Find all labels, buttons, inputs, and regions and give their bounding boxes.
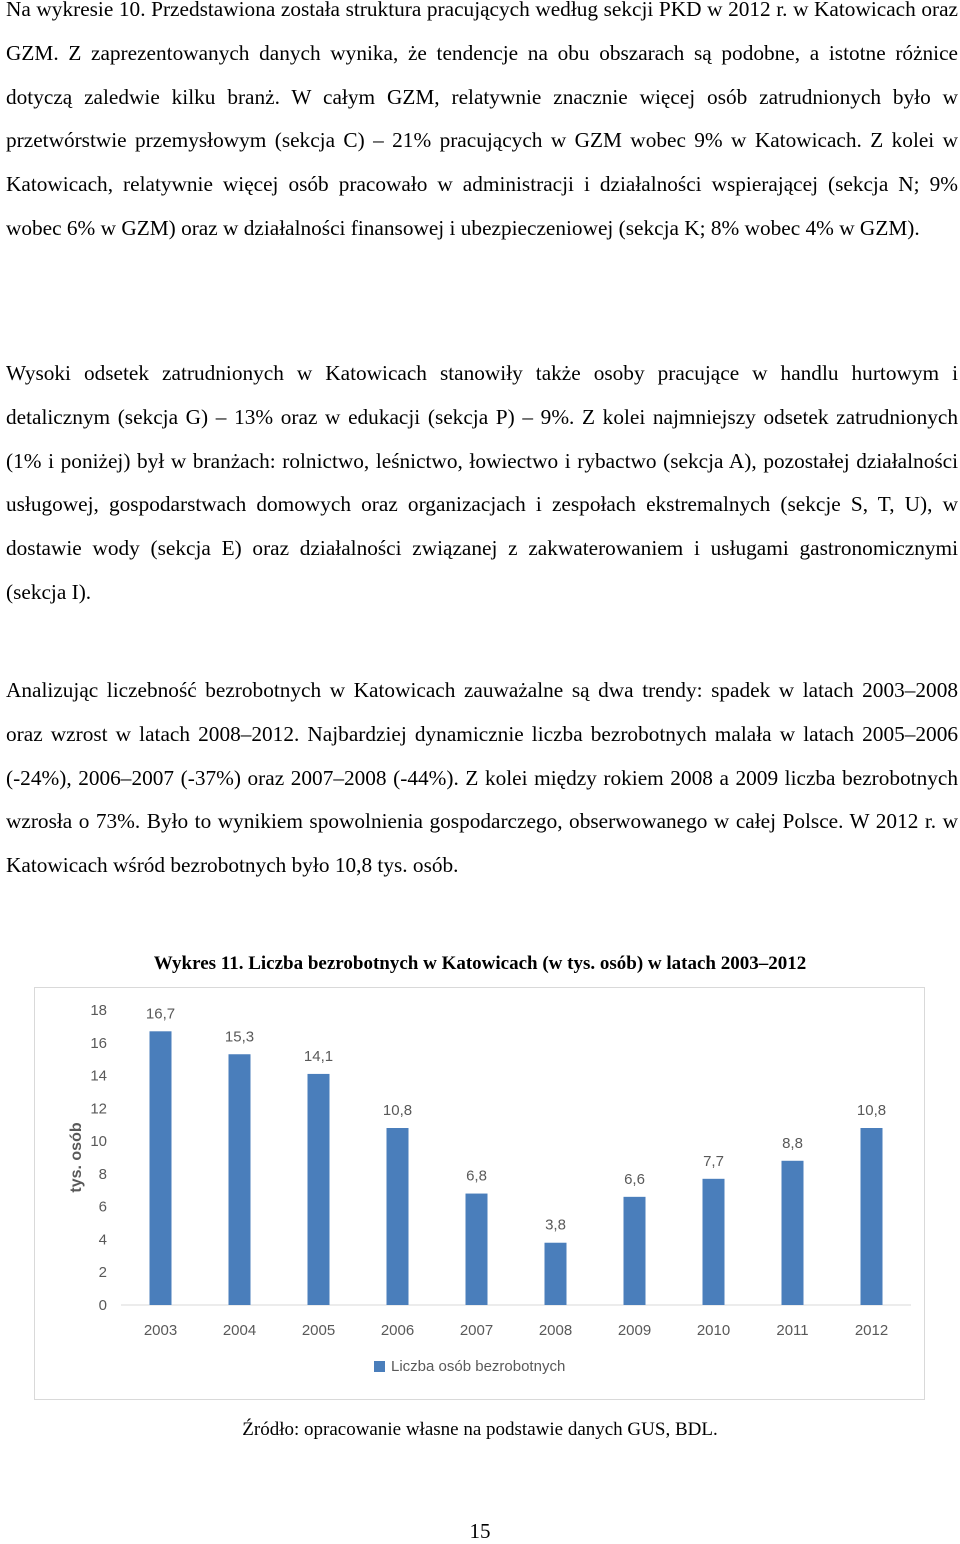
paragraph-3: Analizując liczebność bezrobotnych w Katowicach zauważalne są dwa trendy: spadek w latach 2003–2008 oraz wzrost w latach 2008–2012. Najbardziej dynamicznie liczba bezrobotnych malała w latach 2005–2006 (-24%), 2006–2007 (-37%) oraz 2007–2008 (-44%). Z kolei między rokiem 2008 a 2009 liczba bezrobotnych wzrosła o 73%. Było to wynikiem spowolnienia gospodarczego, obserwowanego w całej Polsce. W 2012 r. w Katowicach wśród bezrobotnych było 10,8 tys. osób. bbox=[6, 678, 958, 878]
paragraph-2: Wysoki odsetek zatrudnionych w Katowicach stanowiły także osoby pracujące w handlu hurtowym i detalicznym (sekcja G) – 13% oraz w edukacji (sekcja P) – 9%. Z kolei najmniejszy odsetek zatrudnionych (1% i poniżej) był w branżach: rolnictwo, leśnictwo, łowiectwo i rybactwo (sekcja A), pozostałej działalności usługowej, gospodarstwach domowych oraz organizacjach i zespołach ekstremalnych (sekcje S, T, U), w dostawie wody (sekcja E) oraz działalności związanej z zakwaterowaniem i usługami gastronomicznymi (sekcja I). bbox=[6, 361, 958, 604]
x-tick-label: 2011 bbox=[776, 1322, 809, 1339]
bar-2003 bbox=[150, 1031, 172, 1305]
data-label-2009: 6,6 bbox=[624, 1170, 645, 1188]
bar-2006 bbox=[387, 1128, 409, 1305]
x-tick-label: 2004 bbox=[222, 1322, 257, 1339]
data-label-2010: 7,7 bbox=[703, 1152, 724, 1170]
data-label-2007: 6,8 bbox=[466, 1167, 487, 1185]
bar-2010 bbox=[703, 1179, 725, 1305]
data-label-2005: 14,1 bbox=[303, 1047, 334, 1065]
bar-2005 bbox=[308, 1074, 330, 1305]
data-label-2006: 10,8 bbox=[382, 1102, 413, 1119]
y-tick-label: 16 bbox=[90, 1034, 107, 1052]
y-tick-label: 2 bbox=[98, 1264, 107, 1282]
y-tick-label: 6 bbox=[98, 1198, 107, 1216]
x-tick-label: 2005 bbox=[301, 1322, 336, 1339]
paragraph-1: Na wykresie 10. Przedstawiona została struktura pracujących według sekcji PKD w 2012 r. w Katowicach oraz GZM. Z zaprezentowanych danych wynika, że tendencje na obu obszarach są podobne, a istotne różnice dotyczą zaledwie kilku branż. W całym GZM, relatywnie znacznie więcej osób zatrudnionych było w przetwórstwie przemysłowym (sekcja C) – 21% pracujących w GZM wobec 9% w Katowicach. Z kolei w Katowicach, relatywnie więcej osób pracowało w administracji i działalności wspierającej (sekcja N; 9% wobec 6% w GZM) oraz w działalności finansowej i ubezpieczeniowej (sekcja K; 8% wobec 4% w GZM). bbox=[6, 0, 958, 240]
x-tick-label: 2006 bbox=[380, 1322, 415, 1339]
page-number: 15 bbox=[469, 1519, 491, 1543]
chart-title: Wykres 11. Liczba bezrobotnych w Katowicach (w tys. osób) w latach 2003–2012 bbox=[153, 953, 807, 974]
data-label-2011: 8,8 bbox=[782, 1134, 803, 1152]
legend-label: Liczba osób bezrobotnych bbox=[391, 1358, 566, 1375]
x-tick-label: 2008 bbox=[538, 1322, 573, 1339]
x-tick-label: 2010 bbox=[696, 1322, 731, 1339]
source-note: Źródło: opracowanie własne na podstawie danych GUS, BDL. bbox=[242, 1419, 718, 1440]
bar-2009 bbox=[624, 1197, 646, 1305]
y-tick-label: 18 bbox=[90, 1002, 107, 1019]
y-tick-label: 12 bbox=[90, 1100, 107, 1118]
bar-2011 bbox=[782, 1161, 804, 1305]
y-tick-label: 14 bbox=[90, 1067, 107, 1085]
chart-frame bbox=[34, 987, 925, 1400]
x-tick-label: 2009 bbox=[617, 1322, 652, 1339]
bar-2004 bbox=[229, 1054, 251, 1305]
y-axis-title: tys. osób bbox=[68, 1122, 85, 1193]
bar-chart bbox=[35, 988, 924, 1399]
x-tick-label: 2012 bbox=[854, 1322, 889, 1339]
y-tick-label: 4 bbox=[98, 1231, 107, 1249]
data-label-2008: 3,8 bbox=[545, 1216, 566, 1234]
x-tick-label: 2003 bbox=[143, 1322, 178, 1339]
bar-2008 bbox=[545, 1243, 567, 1305]
data-label-2012: 10,8 bbox=[856, 1102, 887, 1119]
legend-swatch bbox=[374, 1361, 385, 1372]
data-label-2004: 15,3 bbox=[224, 1028, 255, 1046]
y-tick-label: 8 bbox=[98, 1165, 107, 1183]
bar-2007 bbox=[466, 1194, 488, 1305]
bar-2012 bbox=[861, 1128, 883, 1305]
y-tick-label: 0 bbox=[98, 1297, 107, 1314]
x-tick-label: 2007 bbox=[459, 1322, 494, 1339]
y-tick-label: 10 bbox=[90, 1133, 107, 1151]
data-label-2003: 16,7 bbox=[145, 1005, 176, 1023]
